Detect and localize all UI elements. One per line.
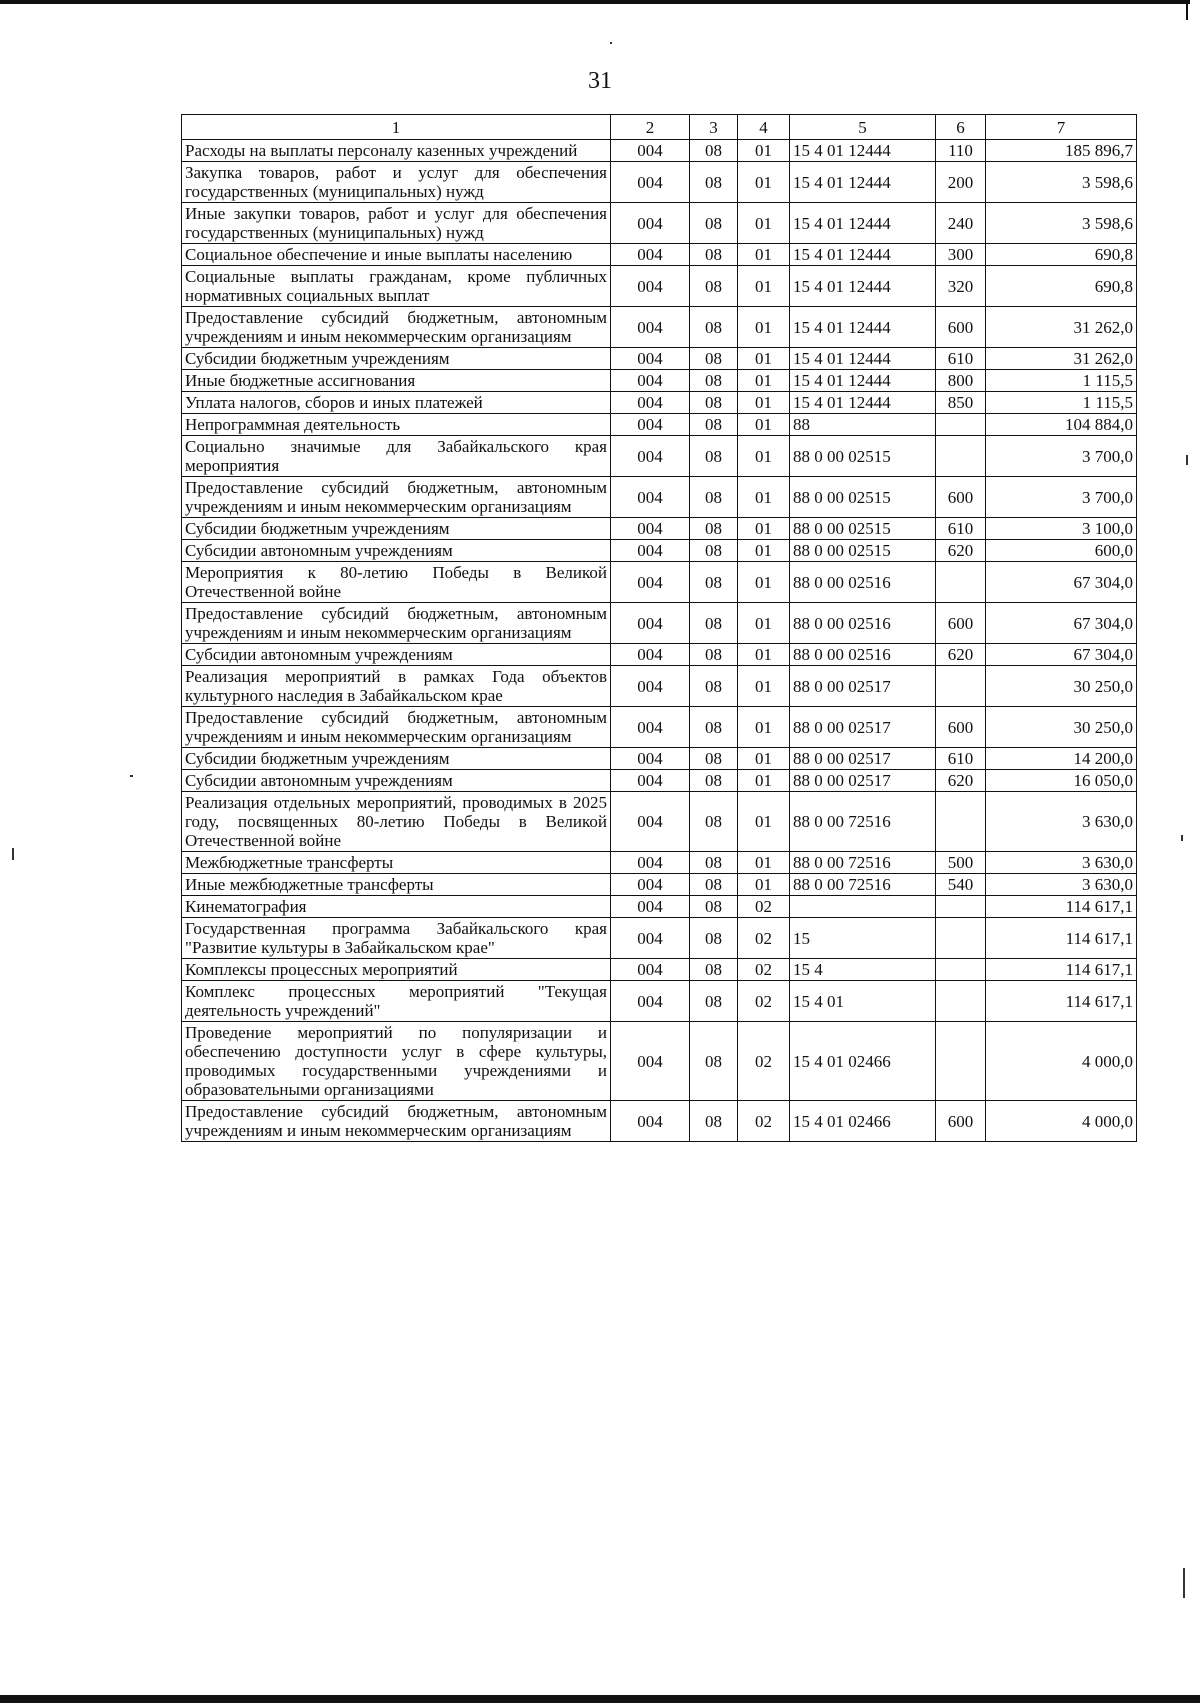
cell-amount: 3 700,0 — [986, 436, 1137, 477]
cell-ministry-code: 004 — [611, 1022, 690, 1101]
cell-ministry-code: 004 — [611, 748, 690, 770]
table-row — [182, 562, 1137, 603]
cell-target-item-code: 88 0 00 02516 — [790, 644, 936, 666]
cell-name: Субсидии автономным учреждениям — [182, 770, 611, 792]
cell-amount: 1 115,5 — [986, 370, 1137, 392]
cell-target-item-code: 88 0 00 02517 — [790, 770, 936, 792]
table-row — [182, 392, 1137, 414]
cell-name: Реализация мероприятий в рамках Года объектов культурного наследия в Забайкальском крае — [182, 666, 611, 707]
cell-expense-type-code: 610 — [936, 348, 986, 370]
cell-ministry-code: 004 — [611, 162, 690, 203]
cell-target-item-code: 88 0 00 02515 — [790, 436, 936, 477]
cell-expense-type-code: 600 — [936, 1101, 986, 1142]
cell-target-item-code: 15 4 01 12444 — [790, 266, 936, 307]
cell-target-item-code: 88 0 00 02515 — [790, 540, 936, 562]
table-row — [182, 244, 1137, 266]
cell-target-item-code — [790, 896, 936, 918]
cell-name: Закупка товаров, работ и услуг для обеспечения государственных (муниципальных) нужд — [182, 162, 611, 203]
table-row — [182, 203, 1137, 244]
cell-amount: 3 630,0 — [986, 852, 1137, 874]
cell-section-code: 08 — [690, 852, 738, 874]
cell-ministry-code: 004 — [611, 918, 690, 959]
header-subsection: 4 — [738, 115, 790, 140]
header-name: 1 — [182, 115, 611, 140]
cell-name: Иные бюджетные ассигнования — [182, 370, 611, 392]
cell-amount: 67 304,0 — [986, 562, 1137, 603]
cell-name: Предоставление субсидий бюджетным, автономным учреждениям и иным некоммерческим организациям — [182, 707, 611, 748]
table-row — [182, 959, 1137, 981]
cell-amount: 185 896,7 — [986, 140, 1137, 162]
cell-expense-type-code — [936, 414, 986, 436]
cell-expense-type-code — [936, 562, 986, 603]
cell-subsection-code: 01 — [738, 348, 790, 370]
cell-amount: 30 250,0 — [986, 707, 1137, 748]
cell-section-code: 08 — [690, 244, 738, 266]
cell-expense-type-code: 800 — [936, 370, 986, 392]
cell-ministry-code: 004 — [611, 203, 690, 244]
header-section: 3 — [690, 115, 738, 140]
cell-ministry-code: 004 — [611, 392, 690, 414]
cell-name: Предоставление субсидий бюджетным, автономным учреждениям и иным некоммерческим организациям — [182, 307, 611, 348]
cell-section-code: 08 — [690, 792, 738, 852]
cell-ministry-code: 004 — [611, 1101, 690, 1142]
cell-subsection-code: 01 — [738, 874, 790, 896]
cell-target-item-code: 15 4 01 12444 — [790, 348, 936, 370]
cell-amount: 104 884,0 — [986, 414, 1137, 436]
cell-subsection-code: 01 — [738, 370, 790, 392]
cell-ministry-code: 004 — [611, 644, 690, 666]
cell-target-item-code: 88 0 00 02516 — [790, 562, 936, 603]
cell-amount: 690,8 — [986, 266, 1137, 307]
cell-name: Иные межбюджетные трансферты — [182, 874, 611, 896]
table-row — [182, 666, 1137, 707]
cell-target-item-code: 15 4 01 12444 — [790, 140, 936, 162]
cell-ministry-code: 004 — [611, 792, 690, 852]
cell-expense-type-code — [936, 959, 986, 981]
cell-name: Кинематография — [182, 896, 611, 918]
cell-ministry-code: 004 — [611, 266, 690, 307]
cell-amount: 114 617,1 — [986, 981, 1137, 1022]
cell-target-item-code: 88 0 00 02517 — [790, 707, 936, 748]
table-row — [182, 874, 1137, 896]
cell-section-code: 08 — [690, 203, 738, 244]
table-row — [182, 540, 1137, 562]
cell-target-item-code: 88 0 00 02515 — [790, 518, 936, 540]
table-row — [182, 644, 1137, 666]
cell-target-item-code: 15 4 01 12444 — [790, 392, 936, 414]
cell-amount: 114 617,1 — [986, 959, 1137, 981]
cell-section-code: 08 — [690, 981, 738, 1022]
cell-section-code: 08 — [690, 603, 738, 644]
table-row — [182, 307, 1137, 348]
page-number: 31 — [588, 68, 612, 94]
cell-target-item-code: 15 4 01 12444 — [790, 203, 936, 244]
cell-ministry-code: 004 — [611, 770, 690, 792]
cell-target-item-code: 15 4 01 02466 — [790, 1101, 936, 1142]
cell-target-item-code: 88 — [790, 414, 936, 436]
cell-section-code: 08 — [690, 477, 738, 518]
cell-ministry-code: 004 — [611, 540, 690, 562]
table-row — [182, 477, 1137, 518]
cell-ministry-code: 004 — [611, 477, 690, 518]
scan-border-bottom — [0, 1695, 1200, 1703]
cell-expense-type-code: 240 — [936, 203, 986, 244]
cell-name: Субсидии автономным учреждениям — [182, 540, 611, 562]
cell-amount: 4 000,0 — [986, 1101, 1137, 1142]
cell-amount: 3 598,6 — [986, 162, 1137, 203]
cell-ministry-code: 004 — [611, 436, 690, 477]
cell-target-item-code: 88 0 00 72516 — [790, 874, 936, 896]
cell-expense-type-code — [936, 896, 986, 918]
cell-subsection-code: 01 — [738, 414, 790, 436]
cell-expense-type-code: 600 — [936, 707, 986, 748]
cell-amount: 1 115,5 — [986, 392, 1137, 414]
cell-name: Социально значимые для Забайкальского края мероприятия — [182, 436, 611, 477]
cell-ministry-code: 004 — [611, 852, 690, 874]
cell-expense-type-code — [936, 981, 986, 1022]
cell-ministry-code: 004 — [611, 414, 690, 436]
cell-ministry-code: 004 — [611, 666, 690, 707]
cell-expense-type-code: 600 — [936, 477, 986, 518]
cell-name: Субсидии бюджетным учреждениям — [182, 748, 611, 770]
cell-name: Субсидии автономным учреждениям — [182, 644, 611, 666]
cell-expense-type-code: 610 — [936, 748, 986, 770]
cell-section-code: 08 — [690, 414, 738, 436]
cell-subsection-code: 01 — [738, 436, 790, 477]
cell-expense-type-code: 320 — [936, 266, 986, 307]
cell-ministry-code: 004 — [611, 874, 690, 896]
cell-amount: 3 598,6 — [986, 203, 1137, 244]
cell-section-code: 08 — [690, 162, 738, 203]
table-row — [182, 414, 1137, 436]
table-row — [182, 518, 1137, 540]
cell-amount: 4 000,0 — [986, 1022, 1137, 1101]
cell-subsection-code: 01 — [738, 852, 790, 874]
cell-subsection-code: 01 — [738, 562, 790, 603]
cell-ministry-code: 004 — [611, 140, 690, 162]
header-ministry: 2 — [611, 115, 690, 140]
cell-amount: 16 050,0 — [986, 770, 1137, 792]
cell-target-item-code: 15 4 01 12444 — [790, 307, 936, 348]
cell-ministry-code: 004 — [611, 896, 690, 918]
cell-expense-type-code: 300 — [936, 244, 986, 266]
cell-name: Социальное обеспечение и иные выплаты населению — [182, 244, 611, 266]
cell-name: Предоставление субсидий бюджетным, автономным учреждениям и иным некоммерческим организациям — [182, 603, 611, 644]
cell-section-code: 08 — [690, 370, 738, 392]
cell-name: Иные закупки товаров, работ и услуг для обеспечения государственных (муниципальных) нужд — [182, 203, 611, 244]
cell-subsection-code: 01 — [738, 707, 790, 748]
cell-section-code: 08 — [690, 562, 738, 603]
budget-table — [181, 114, 1137, 1142]
cell-target-item-code: 88 0 00 02515 — [790, 477, 936, 518]
cell-expense-type-code — [936, 918, 986, 959]
cell-section-code: 08 — [690, 1101, 738, 1142]
cell-subsection-code: 01 — [738, 540, 790, 562]
cell-section-code: 08 — [690, 140, 738, 162]
scan-speck — [1181, 835, 1183, 841]
cell-subsection-code: 01 — [738, 266, 790, 307]
cell-ministry-code: 004 — [611, 518, 690, 540]
cell-name: Субсидии бюджетным учреждениям — [182, 518, 611, 540]
cell-amount: 14 200,0 — [986, 748, 1137, 770]
cell-name: Уплата налогов, сборов и иных платежей — [182, 392, 611, 414]
cell-amount: 690,8 — [986, 244, 1137, 266]
cell-target-item-code: 88 0 00 02516 — [790, 603, 936, 644]
cell-subsection-code: 02 — [738, 896, 790, 918]
cell-amount: 114 617,1 — [986, 896, 1137, 918]
cell-section-code: 08 — [690, 644, 738, 666]
cell-name: Комплексы процессных мероприятий — [182, 959, 611, 981]
cell-subsection-code: 02 — [738, 959, 790, 981]
cell-target-item-code: 15 4 01 12444 — [790, 370, 936, 392]
table-row — [182, 770, 1137, 792]
cell-section-code: 08 — [690, 392, 738, 414]
cell-target-item-code: 15 4 01 — [790, 981, 936, 1022]
cell-expense-type-code: 850 — [936, 392, 986, 414]
cell-target-item-code: 88 0 00 02517 — [790, 666, 936, 707]
cell-section-code: 08 — [690, 959, 738, 981]
cell-name: Социальные выплаты гражданам, кроме публичных нормативных социальных выплат — [182, 266, 611, 307]
table-row — [182, 981, 1137, 1022]
cell-expense-type-code: 620 — [936, 540, 986, 562]
cell-amount: 3 100,0 — [986, 518, 1137, 540]
cell-subsection-code: 01 — [738, 748, 790, 770]
cell-target-item-code: 15 — [790, 918, 936, 959]
cell-amount: 67 304,0 — [986, 603, 1137, 644]
cell-subsection-code: 01 — [738, 518, 790, 540]
cell-subsection-code: 01 — [738, 603, 790, 644]
table-body — [182, 140, 1137, 1142]
cell-subsection-code: 02 — [738, 981, 790, 1022]
cell-ministry-code: 004 — [611, 707, 690, 748]
cell-subsection-code: 01 — [738, 792, 790, 852]
cell-target-item-code: 15 4 — [790, 959, 936, 981]
cell-expense-type-code: 620 — [936, 644, 986, 666]
cell-ministry-code: 004 — [611, 307, 690, 348]
cell-amount: 3 630,0 — [986, 792, 1137, 852]
cell-amount: 31 262,0 — [986, 307, 1137, 348]
table-row — [182, 1022, 1137, 1101]
cell-subsection-code: 02 — [738, 918, 790, 959]
cell-subsection-code: 01 — [738, 244, 790, 266]
scan-speck — [130, 775, 133, 777]
scan-speck — [1183, 1568, 1185, 1598]
cell-subsection-code: 01 — [738, 770, 790, 792]
cell-target-item-code: 88 0 00 02517 — [790, 748, 936, 770]
cell-section-code: 08 — [690, 436, 738, 477]
cell-section-code: 08 — [690, 770, 738, 792]
header-expense-type: 6 — [936, 115, 986, 140]
cell-target-item-code: 88 0 00 72516 — [790, 792, 936, 852]
cell-section-code: 08 — [690, 518, 738, 540]
cell-amount: 3 700,0 — [986, 477, 1137, 518]
table-row — [182, 140, 1137, 162]
cell-expense-type-code: 600 — [936, 307, 986, 348]
cell-name: Проведение мероприятий по популяризации и обеспечению доступности услуг в сфере культуры, проводимых государственными учреждениями и образовательными организациями — [182, 1022, 611, 1101]
cell-ministry-code: 004 — [611, 981, 690, 1022]
table-row — [182, 348, 1137, 370]
cell-ministry-code: 004 — [611, 370, 690, 392]
cell-subsection-code: 01 — [738, 644, 790, 666]
cell-section-code: 08 — [690, 748, 738, 770]
cell-name: Государственная программа Забайкальского края "Развитие культуры в Забайкальском крае" — [182, 918, 611, 959]
cell-subsection-code: 01 — [738, 392, 790, 414]
cell-subsection-code: 01 — [738, 140, 790, 162]
cell-ministry-code: 004 — [611, 562, 690, 603]
cell-expense-type-code: 110 — [936, 140, 986, 162]
scan-speck — [610, 42, 612, 44]
header-target-item: 5 — [790, 115, 936, 140]
scan-speck — [12, 848, 14, 860]
cell-subsection-code: 01 — [738, 477, 790, 518]
cell-expense-type-code: 610 — [936, 518, 986, 540]
cell-target-item-code: 88 0 00 72516 — [790, 852, 936, 874]
cell-section-code: 08 — [690, 540, 738, 562]
cell-section-code: 08 — [690, 348, 738, 370]
cell-name: Расходы на выплаты персоналу казенных учреждений — [182, 140, 611, 162]
cell-amount: 31 262,0 — [986, 348, 1137, 370]
cell-expense-type-code — [936, 436, 986, 477]
cell-amount: 67 304,0 — [986, 644, 1137, 666]
scan-border-right — [1186, 0, 1188, 20]
cell-expense-type-code: 200 — [936, 162, 986, 203]
table-row — [182, 707, 1137, 748]
table-row — [182, 918, 1137, 959]
cell-expense-type-code — [936, 792, 986, 852]
cell-expense-type-code: 620 — [936, 770, 986, 792]
table-row — [182, 603, 1137, 644]
header-row — [182, 115, 1137, 140]
cell-name: Субсидии бюджетным учреждениям — [182, 348, 611, 370]
cell-target-item-code: 15 4 01 12444 — [790, 244, 936, 266]
cell-amount: 3 630,0 — [986, 874, 1137, 896]
cell-expense-type-code: 540 — [936, 874, 986, 896]
cell-amount: 114 617,1 — [986, 918, 1137, 959]
cell-section-code: 08 — [690, 307, 738, 348]
cell-amount: 30 250,0 — [986, 666, 1137, 707]
table-row — [182, 266, 1137, 307]
header-amount: 7 — [986, 115, 1137, 140]
cell-subsection-code: 01 — [738, 162, 790, 203]
scan-speck — [1186, 455, 1188, 465]
cell-name: Непрограммная деятельность — [182, 414, 611, 436]
cell-amount: 600,0 — [986, 540, 1137, 562]
cell-target-item-code: 15 4 01 02466 — [790, 1022, 936, 1101]
cell-subsection-code: 02 — [738, 1022, 790, 1101]
cell-section-code: 08 — [690, 874, 738, 896]
cell-section-code: 08 — [690, 896, 738, 918]
cell-subsection-code: 01 — [738, 307, 790, 348]
cell-ministry-code: 004 — [611, 348, 690, 370]
table-row — [182, 748, 1137, 770]
cell-ministry-code: 004 — [611, 959, 690, 981]
table-row — [182, 852, 1137, 874]
table-row — [182, 792, 1137, 852]
table-row — [182, 1101, 1137, 1142]
cell-section-code: 08 — [690, 707, 738, 748]
cell-ministry-code: 004 — [611, 244, 690, 266]
cell-name: Мероприятия к 80-летию Победы в Великой Отечественной войне — [182, 562, 611, 603]
cell-expense-type-code: 600 — [936, 603, 986, 644]
cell-subsection-code: 01 — [738, 666, 790, 707]
cell-name: Предоставление субсидий бюджетным, автономным учреждениям и иным некоммерческим организациям — [182, 1101, 611, 1142]
cell-name: Реализация отдельных мероприятий, проводимых в 2025 году, посвященных 80-летию Победы в Великой Отечественной войне — [182, 792, 611, 852]
cell-section-code: 08 — [690, 1022, 738, 1101]
cell-expense-type-code — [936, 666, 986, 707]
cell-expense-type-code: 500 — [936, 852, 986, 874]
cell-name: Межбюджетные трансферты — [182, 852, 611, 874]
cell-subsection-code: 01 — [738, 203, 790, 244]
table-row — [182, 896, 1137, 918]
cell-section-code: 08 — [690, 666, 738, 707]
table-row — [182, 162, 1137, 203]
cell-name: Предоставление субсидий бюджетным, автономным учреждениям и иным некоммерческим организациям — [182, 477, 611, 518]
cell-subsection-code: 02 — [738, 1101, 790, 1142]
cell-name: Комплекс процессных мероприятий "Текущая деятельность учреждений" — [182, 981, 611, 1022]
cell-section-code: 08 — [690, 918, 738, 959]
table-row — [182, 436, 1137, 477]
cell-section-code: 08 — [690, 266, 738, 307]
table-row — [182, 370, 1137, 392]
cell-expense-type-code — [936, 1022, 986, 1101]
cell-ministry-code: 004 — [611, 603, 690, 644]
cell-target-item-code: 15 4 01 12444 — [790, 162, 936, 203]
scan-border-top — [0, 0, 1190, 4]
